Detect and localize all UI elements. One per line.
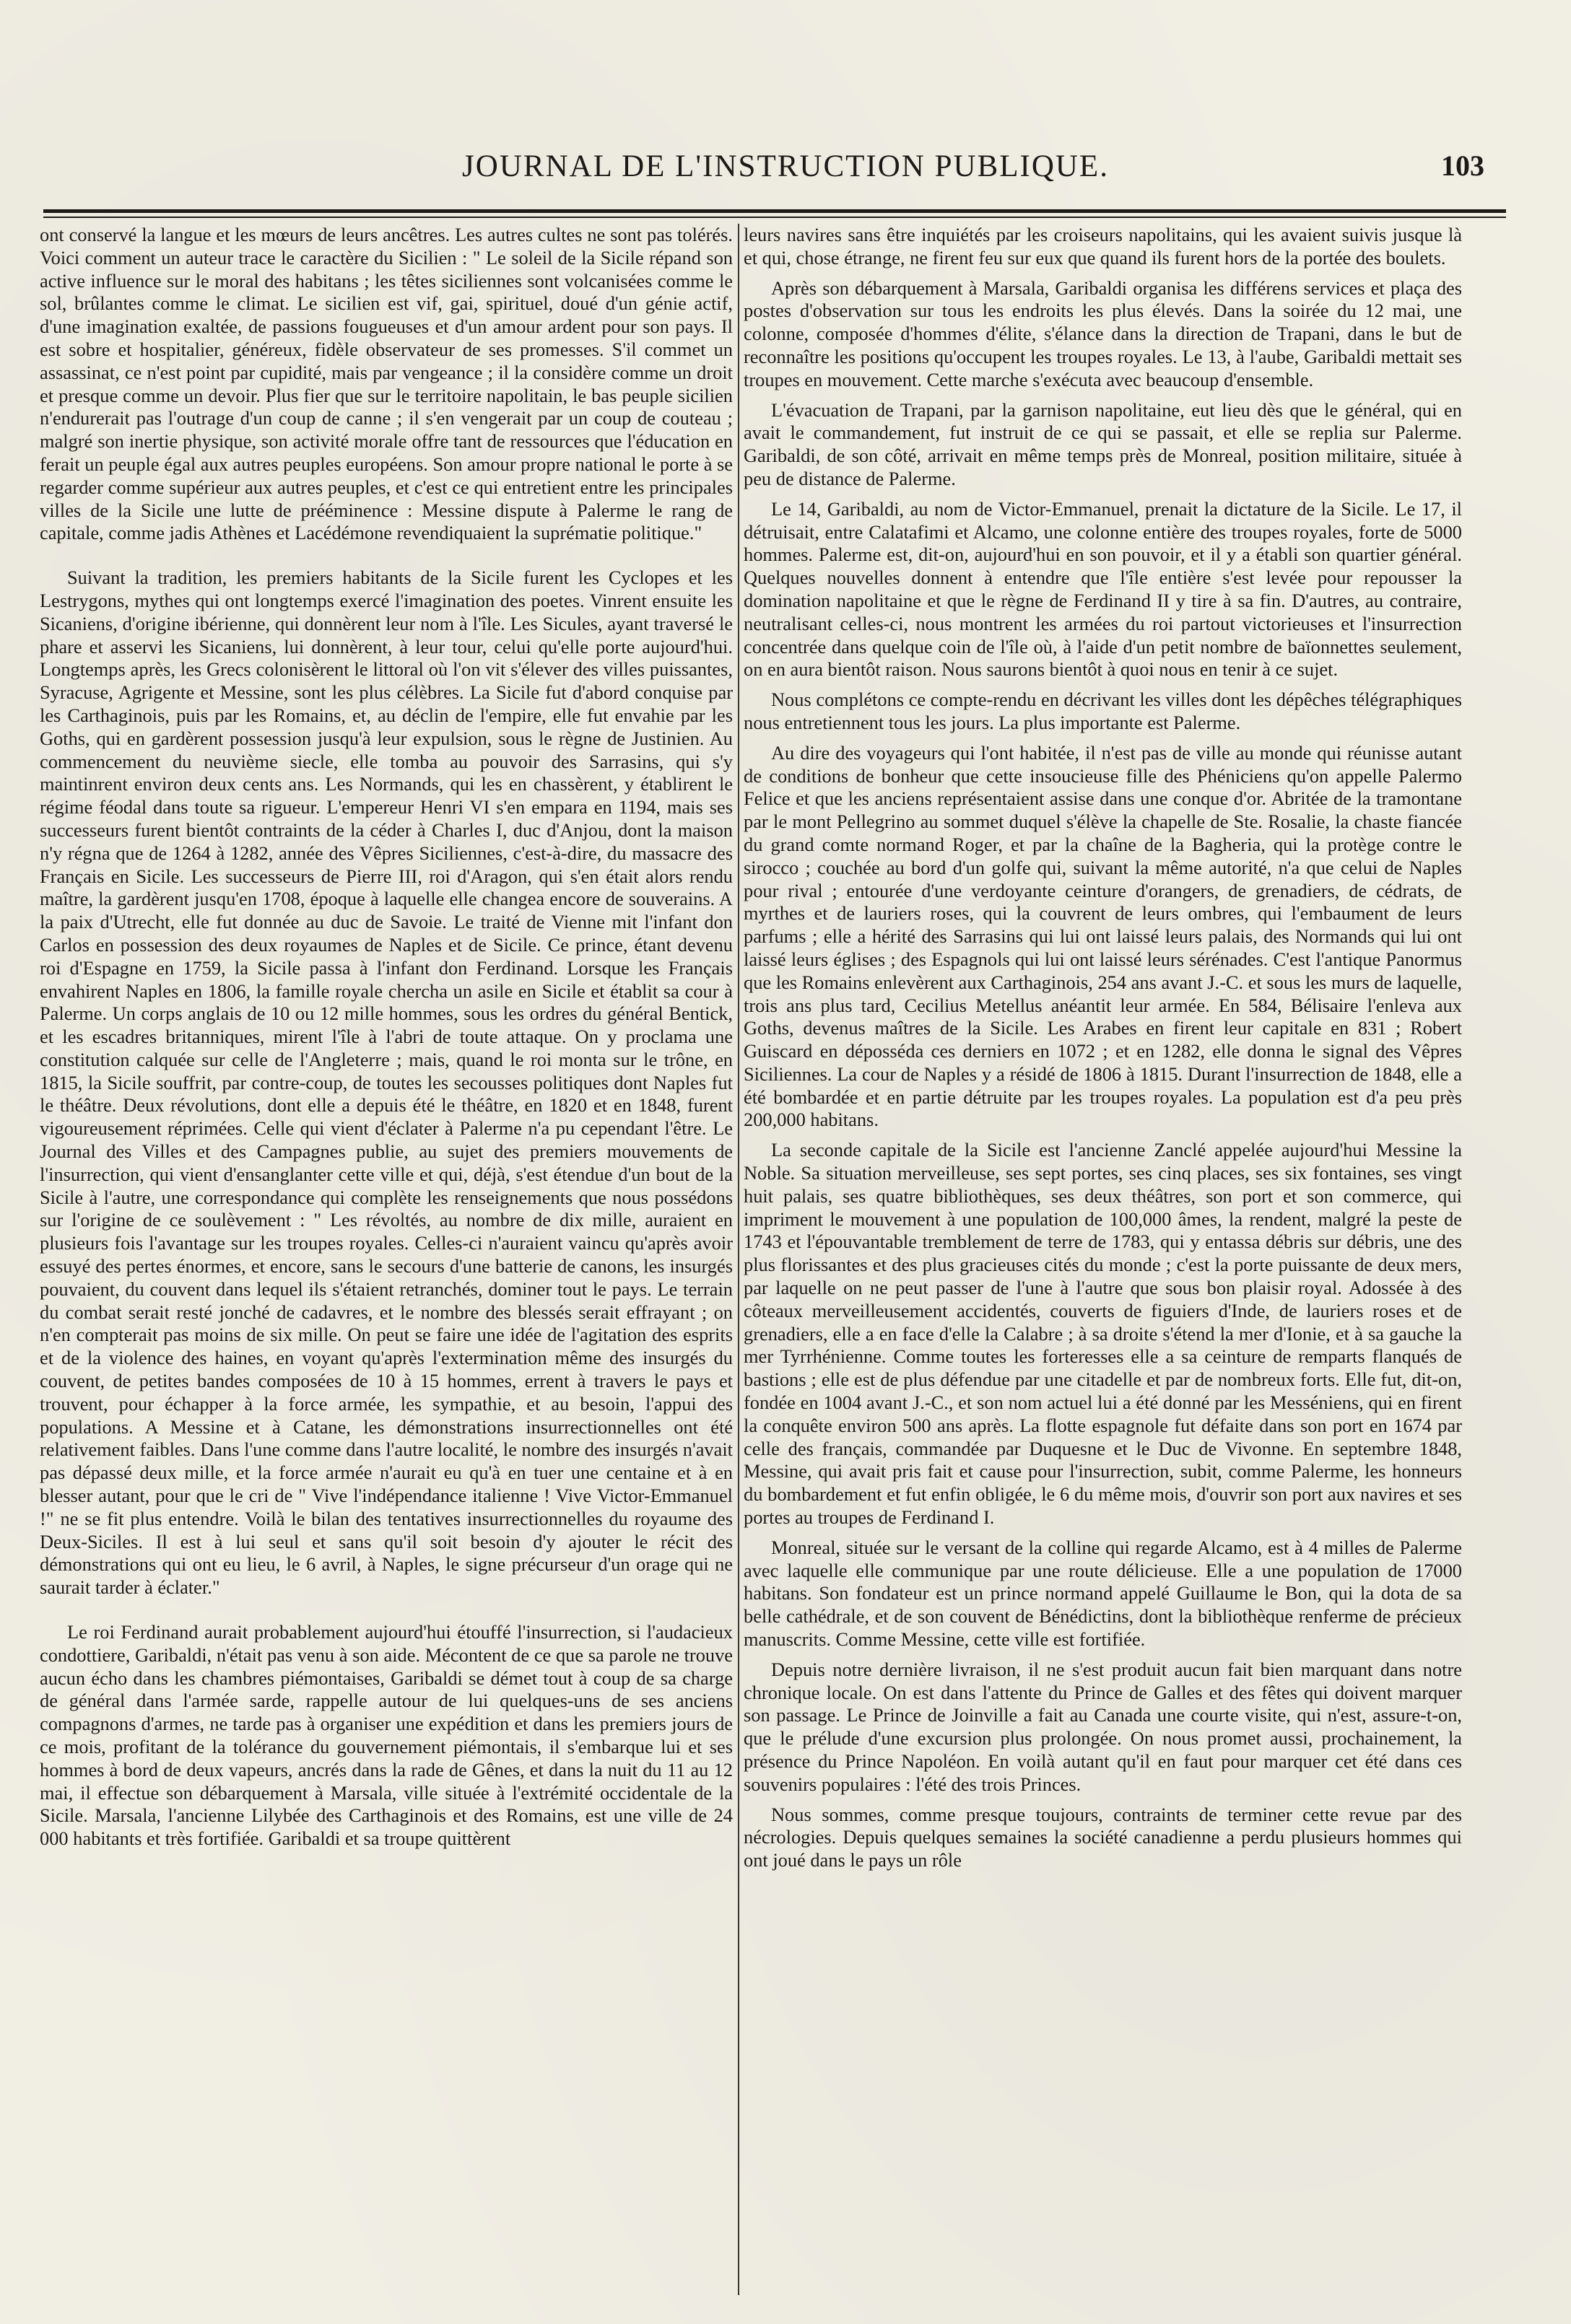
- page-number: 103: [1441, 149, 1484, 182]
- paragraph: Le roi Ferdinand aurait probablement aujourd'hui étouffé l'insurrection, si l'audacieux condottiere, Garibaldi, n'était pas venu à son aide. Mécontent de ce que sa parole ne trouve aucun écho dans les chambres piémontaises, Garibaldi se démet tout à coup de sa charge de général dans l'armée sarde, rappelle autour de lui quelques-uns de ses anciens compagnons d'armes, ne tarde pas à organiser une expédition et dans les premiers jours de ce mois, profitant de la tolérance du gouvernement piémontais, il s'embarque lui et ses hommes à bord de deux vapeurs, ancrés dans la rade de Gênes, et dans la nuit du 11 au 12 mai, il effectue son débarquement à Marsala, ville située à l'extrémité occidentale de la Sicile. Marsala, l'ancienne Lilybée des Carthaginois et des Romains, est une ville de 24 000 habitants et très fortifiée. Garibaldi et sa troupe quittèrent: [40, 1621, 733, 1850]
- paragraph: leurs navires sans être inquiétés par les croiseurs napolitains, qui les avaient suivis jusque là et qui, chose étrange, ne firent feu sur eux que quand ils furent hors de la portée des boulets.: [744, 224, 1462, 268]
- paragraph: ont conservé la langue et les mœurs de leurs ancêtres. Les autres cultes ne sont pas tolérés. Voici comment un auteur trace le caractère du Sicilien : " Le soleil de la Sicile répand son active influence sur le moral des habitans ; les têtes siciliennes sont volcanisées comme le sol, brûlantes comme le climat. Le sicilien est vif, gai, spirituel, doué d'un génie actif, d'une imagination exaltée, de passions fougueuses et d'un amour ardent pour son pays. Il est sobre et hospitalier, généreux, fidèle observateur de ses promesses. S'il commet un assassinat, ce n'est point par cupidité, mais par vengeance ; il la considère comme un droit et presque comme un devoir. Plus fier que sur le territoire napolitain, le bas peuple sicilien n'endurerait pas l'outrage d'un coup de canne ; il s'en vengerait par un coup de couteau ; malgré son inertie physique, son activité morale offre tant de ressources que l'éducation en ferait un peuple égal aux autres peuples européens. Son amour propre national le porte à se regarder comme supérieur aux autres peuples, et c'est ce qui entretient entre les principales villes de la Sicile une lutte de prééminence : Messine dispute à Palerme le rang de capitale, comme jadis Athènes et Lacédémone revendiquaient la suprématie politique.": [40, 224, 733, 544]
- left-column: [40, 224, 733, 2299]
- paragraph: Nous complétons ce compte-rendu en décrivant les villes dont les dépêches télégraphiques nous entretiennent tous les jours. La plus importante est Palerme.: [744, 689, 1462, 733]
- paragraph: Au dire des voyageurs qui l'ont habitée, il n'est pas de ville au monde qui réunisse autant de conditions de bonheur que cette insoucieuse fille des Phéniciens qu'on appelle Palermo Felice et que les anciens représentaient assise dans une conque d'or. Abritée de la tramontane par le mont Pellegrino au sommet duquel s'élève la chapelle de Ste. Rosalie, la chaste fiancée du grand comte normand Roger, et par la chaîne de la Bagheria, qui la protège contre le sirocco ; couchée au bord d'un golfe qui, suivant la même autorité, n'a que celui de Naples pour rival ; entourée d'une verdoyante ceinture d'orangers, de grenadiers, de cédrats, de myrthes et de lauriers roses, qui la couvrent de leurs ombres, qui l'embaument de leurs parfums ; elle a hérité des Sarrasins qui lui ont laissé leurs palais, des Normands qui lui ont laissé leurs églises ; des Espagnols qui lui ont laissé leurs sérénades. C'est l'antique Panormus que les Romains enlevèrent aux Carthaginois, 254 ans avant J.-C. et sous les murs de laquelle, trois ans plus tard, Cecilius Metellus anéantit leur armée. En 584, Bélisaire l'enleva aux Goths, devenus maîtres de la Sicile. Les Arabes en firent leur capitale en 831 ; Robert Guiscard en dépossédа ces derniers en 1072 ; et en 1282, elle donna le signal des Vêpres Siciliennes. La cour de Naples y a résidé de 1806 à 1815. Durant l'insurrection de 1848, elle a été bombardée et en partie détruite par les troupes royales. La population est d'a peu près 200,000 habitans.: [744, 741, 1462, 1131]
- journal-title: JOURNAL DE L'INSTRUCTION PUBLIQUE.: [462, 149, 1109, 183]
- paragraph: Après son débarquement à Marsala, Garibaldi organisa les différens services et plaça des postes d'observation sur tous les endroits les plus élevés. Dans la soirée du 12 mai, une colonne, composée d'hommes d'élite, s'élance dans la direction de Trapani, dans le but de reconnaître les positions qu'occupent les troupes royales. Le 13, à l'aube, Garibaldi mettait ses troupes en mouvement. Cette marche s'exécuta avec beaucoup d'ensemble.: [744, 276, 1462, 390]
- paragraph: Nous sommes, comme presque toujours, contraints de terminer cette revue par des nécrologies. Depuis quelques semaines la société canadienne a perdu plusieurs hommes qui ont joué dans le pays un rôle: [744, 1803, 1462, 1871]
- paragraph: Suivant la tradition, les premiers habitants de la Sicile furent les Cyclopes et les Lestrygons, mythes qui ont longtemps exercé l'imagination des poetes. Vinrent ensuite les Sicaniens, d'origine ibérienne, qui donnèrent leur nom à l'île. Les Sicules, ayant traversé le phare et asservi les Sicaniens, lui donnèrent, à leur tour, celui qu'elle porte aujourd'hui. Longtemps après, les Grecs colonisèrent le littoral où l'on vit s'élever des villes puissantes, Syracuse, Agrigente et Messine, sont les plus célèbres. La Sicile fut d'abord conquise par les Carthaginois, puis par les Romains, et, au déclin de l'empire, elle fut envahie par les Goths, qui en gardèrent possession jusqu'à leur expulsion, sous le règne de Justinien. Au commencement du neuvième siecle, elle tomba au pouvoir des Sarrasins, qui s'y maintinrent environ deux cents ans. Les Normands, qui les en chassèrent, y établirent le régime féodal dans toute sa rigueur. L'empereur Henri VI s'en empara en 1194, mais ses successeurs furent bientôt contraints de la céder à Charles I, duc d'Anjou, dont la maison n'y régna que de 1264 à 1282, année des Vêpres Siciliennes, c'est-à-dire, du massacre des Français en Sicile. Les successeurs de Pierre III, roi d'Aragon, qui s'en était alors rendu maître, la gardèrent jusqu'en 1708, époque à laquelle elle changea encore de souverains. A la paix d'Utrecht, elle fut donnée au duc de Savoie. Le traité de Vienne mit l'infant don Carlos en possession des deux royaumes de Naples et de Sicile. Ce prince, étant devenu roi d'Espagne en 1759, la Sicile passa à l'infant don Ferdinand. Lorsque les Français envahirent Naples en 1806, la famille royale chercha un asile en Sicile et établit sa cour à Palerme. Un corps anglais de 10 ou 12 mille hommes, sous les ordres du général Bentick, et les escadres britanniques, mirent l'île à l'abri de toute attaque. On y proclama une constitution calquée sur celle de l'Angleterre ; mais, quand le roi monta sur le trône, en 1815, la Sicile souffrit, par contre-coup, de toutes les secousses politiques dont Naples fut le théâtre. Deux révolutions, dont elle a depuis été le théâtre, en 1820 et en 1848, furent vigoureusement réprimées. Celle qui vient d'éclater à Palerme n'a pu cependant l'être. Le Journal des Villes et des Campagnes publie, au sujet des premiers mouvements de l'insurrection, qui vient d'ensanglanter cette ville et qui, déjà, s'est étendue d'un bout de la Sicile à l'autre, une correspondance qui complète les renseignements que nous possédons sur l'origine de ce soulèvement : " Les révoltés, au nombre de dix mille, auraient en plusieurs fois l'avantage sur les troupes royales. Celles-ci n'auraient vaincu qu'après avoir essuyé des pertes énormes, et encore, sans le secours d'une batterie de canons, les insurgés pouvaient, du couvent dans lequel ils s'étaient retranchés, dominer tout le pays. Le terrain du combat serait resté jonché de cadavres, et le nombre des blessés serait effrayant ; on n'en compterait pas moins de six mille. On peut se faire une idée de l'agitation des esprits et de la violence des haines, en voyant qu'après l'extermination même des insurgés du couvent, de petites bandes composées de 10 à 15 hommes, errent à travers le pays et trouvent, pour échapper à la force armée, les sympathie, et au besoin, l'appui des populations. A Messine et à Catane, les démonstrations insurrectionnelles ont été relativement faibles. Dans l'une comme dans l'autre localité, le nombre des insurgés n'avait pas dépassé deux mille, et la force armée n'aurait eu qu'à en tuer une centaine et à en blesser autant, pour que le cri de " Vive l'indépendance italienne ! Vive Victor-Emmanuel !" ne se fit plus entendre. Voilà le bilan des tentatives insurrectionnelles du royaume des Deux-Siciles. Il est à lui seul et sans qu'il soit besoin d'y ajouter le récit des démonstrations qui ont eu lieu, le 6 avril, à Naples, le signe précurseur d'un orage qui ne saurait tarder à éclater.": [40, 567, 733, 1599]
- paragraph: L'évacuation de Trapani, par la garnison napolitaine, eut lieu dès que le général, qui en avait le commandement, fut instruit de ce qui se passait, et elle se replia sur Palerme. Garibaldi, de son côté, arrivait en même temps près de Monreal, position militaire, située à peu de distance de Palerme.: [744, 398, 1462, 489]
- page-header: [87, 141, 1484, 184]
- column-divider: [738, 224, 739, 2295]
- header-rule-thin: [43, 217, 1506, 218]
- paragraph: Monreal, située sur le versant de la colline qui regarde Alcamo, est à 4 milles de Palerme avec laquelle elle communique par une route délicieuse. Elle a une population de 17000 habitans. Son fondateur est un prince normand appelé Guillaume le Bon, qui la dota de sa belle cathédrale, et de son couvent de Bénédictins, dont la bibliothèque renferme de précieux manuscrits. Comme Messine, cette ville est fortifiée.: [744, 1536, 1462, 1651]
- paragraph: La seconde capitale de la Sicile est l'ancienne Zanclé appelée aujourd'hui Messine la Noble. Sa situation merveilleuse, ses sept portes, ses cinq places, ses six fontaines, ses vingt huit palais, ses quatre bibliothèques, ses deux théâtres, son port et son commerce, qui impriment le mouvement à une population de 100,000 âmes, la rendent, malgré la peste de 1743 et l'épouvantable tremblement de terre de 1783, qui y entassa débris sur débris, une des plus florissantes et des plus gracieuses cités du monde ; c'est la porte puissante de deux mers, par laquelle on ne peut passer de l'une à l'autre que sous bon plaisir royal. Adossée à des côteaux merveilleusement accidentés, couverts de figuiers d'Inde, de lauriers roses et de grenadiers, elle a en face d'elle la Calabre ; à sa droite s'étend la mer d'Ionie, et à sa gauche la mer Tyrrhénienne. Comme toutes les forteresses elle a sa ceinture de remparts flanqués de bastions ; elle est de plus défendue par une citadelle et par de nombreux forts. Elle fut, dit-on, fondée en 1004 avant J.-C., et son nom actuel lui a été donné par les Messéniens, qui en firent la conquête environ 500 ans après. La flotte espagnole fut défaite dans son port en 1674 par celle des français, commandée par Duquesne et le Duc de Vivonne. En septembre 1848, Messine, qui avait pris fait et cause pour l'insurrection, subit, comme Palerme, les honneurs du bombardement et fut enfin obligée, le 6 du même mois, d'ouvrir son port aux navires et ses portes au troupes de Ferdinand I.: [744, 1139, 1462, 1529]
- paragraph: Le 14, Garibaldi, au nom de Victor-Emmanuel, prenait la dictature de la Sicile. Le 17, il détruisait, entre Calatafimi et Alcamo, une colonne entière des troupes royales, forte de 5000 hommes. Palerme est, dit-on, aujourd'hui en son pouvoir, et il y a établi son quartier général. Quelques nouvelles donnent à entendre que l'île entière s'est levée pour repousser la domination napolitaine et que le règne de Ferdinand II y tire à sa fin. D'autres, au contraire, neutralisant celles-ci, nous montrent les armées du roi partout victorieuses et l'insurrection concentrée dans quelque coin de l'île où, à l'aide d'un petit nombre de baïonnettes seulement, on en aura bientôt raison. Nous saurons bientôt à quoi nous en tenir à ce sujet.: [744, 497, 1462, 681]
- right-column: [744, 224, 1462, 2299]
- paragraph: Depuis notre dernière livraison, il ne s'est produit aucun fait bien marquant dans notre chronique locale. On est dans l'attente du Prince de Galles et des fêtes qui doivent marquer son passage. Le Prince de Joinville a fait au Canada une courte visite, qui n'est, assure-t-on, que le prélude d'une excursion plus prolongée. On nous promet aussi, prochainement, la présence du Prince Napoléon. En voilà autant qu'il en faut pour marquer cet été dans ces souvenirs populaires : l'été des trois Princes.: [744, 1658, 1462, 1795]
- header-rule-thick: [43, 209, 1506, 213]
